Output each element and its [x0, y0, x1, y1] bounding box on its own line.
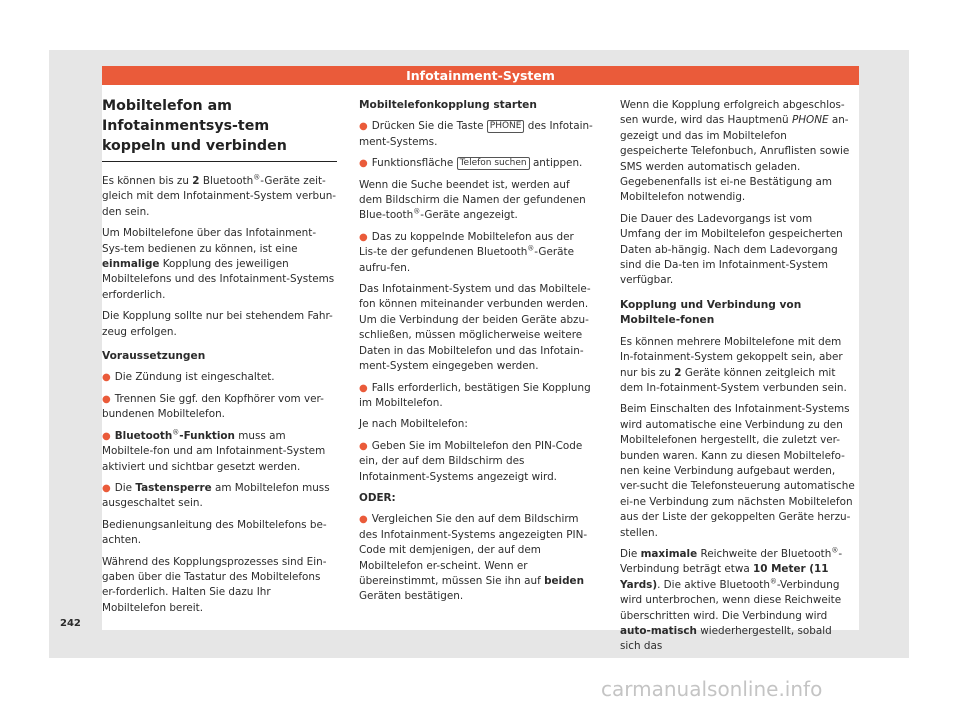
bullet-icon: ●	[359, 440, 368, 452]
list-item: ● Das zu koppelnde Mobiltelefon aus der Lis-te der gefundenen Bluetooth®-Geräte aufru-fen.	[359, 230, 574, 274]
list-item: ● Geben Sie im Mobiltelefon den PIN-Code ein, der auf dem Bildschirm des Infotainment-Systems angezeigt wird.	[359, 439, 583, 483]
list-item: ● Drücken Sie die Taste PHONE des Infotain-ment-Systems.	[359, 120, 593, 148]
bullet-icon: ●	[359, 158, 368, 170]
telefon-suchen-key-label: Telefon suchen	[457, 157, 530, 170]
paragraph: Wenn die Suche beendet ist, werden auf dem Bildschirm die Namen der gefundenen Blue-tooth®-Geräte angezeigt.	[359, 178, 586, 222]
bullet-icon: ●	[359, 121, 368, 133]
column-3	[620, 98, 855, 661]
column-2	[359, 98, 594, 611]
list-item: ● Bluetooth®-Funktion muss am Mobiltele-fon und am Infotainment-System aktiviert und sichtbar gesetzt werden.	[102, 428, 326, 473]
paragraph: Um Mobiltelefone über das Infotainment-Sys-tem bedienen zu können, ist eine einmalige Kopplung des jeweiligen Mobiltelefons und des Infotainment-Systems erforderlich.	[102, 227, 335, 301]
paragraph: Wenn die Kopplung erfolgreich abgeschlos-sen wurde, wird das Hauptmenü PHONE an-gezeigt und das im Mobiltelefon gespeicherte Telefonbuch, Anruflisten sowie SMS werden automatisch geladen. Gegebenenfalls ist ei-ne Bestätigung am Mobiltelefon notwendig.	[620, 99, 850, 204]
paragraph: Je nach Mobiltelefon:	[359, 418, 468, 431]
section-heading: Mobiltelefonkopplung starten	[359, 99, 537, 111]
list-item: ● Die Zündung ist eingeschaltet.	[102, 371, 275, 384]
paragraph: Es können bis zu 2 Bluetooth®-Geräte zeit-gleich mit dem Infotainment-System verbun-den sein.	[102, 173, 337, 218]
paragraph: Die Kopplung sollte nur bei stehendem Fahr-zeug erfolgen.	[102, 310, 333, 338]
bullet-icon: ●	[102, 372, 111, 384]
bullet-icon: ●	[359, 514, 368, 526]
paragraph: Die Dauer des Ladevorgangs ist vom Umfang der im Mobiltelefon gespeicherten Daten ab-hängig. Nach dem Ladevorgang sind die Da-ten im Infotainment-System verfügbar.	[620, 212, 843, 287]
bullet-icon: ●	[102, 393, 111, 405]
oder-label: ODER:	[359, 491, 396, 504]
column-1	[102, 96, 337, 622]
list-item: ● Die Tastensperre am Mobiltelefon muss ausgeschaltet sein.	[102, 481, 330, 510]
header-title: Infotainment-System	[102, 66, 859, 85]
section-title: Mobiltelefon am Infotainmentsys-tem koppeln und verbinden	[102, 96, 337, 162]
section-heading: Kopplung und Verbindung von Mobiltele-fonen	[620, 298, 802, 327]
paragraph: Die maximale Reichweite der Bluetooth®-Verbindung beträgt etwa 10 Meter (11 Yards). Die aktive Bluetooth®-Verbindung wird unterbrochen, wenn diese Reichweite überschritten wird. Die Verbindung wird auto-matisch wiederhergestellt, sobald sich das	[620, 546, 843, 653]
paragraph: Beim Einschalten des Infotainment-Systems wird automatische eine Verbindung zu den Mobiltelefonen hergestellt, die zuletzt ver-bunden waren. Kann zu diesen Mobiltelefo-nen keine Verbindung aufgebaut werden, ver-sucht die Telefonsteuerung automatische ei-ne Verbindung zum nächsten Mobiltelefon aus der Liste der gekoppelten Geräte herzu-stellen.	[620, 403, 855, 539]
list-item: ● Vergleichen Sie den auf dem Bildschirm des Infotainment-Systems angezeigten PIN-Code mit demjenigen, der auf dem Mobiltelefon er-scheint. Wenn er übereinstimmt, müssen Sie ihn auf beiden Geräten bestätigen.	[359, 513, 588, 603]
paragraph: Das Infotainment-System und das Mobiltele-fon können miteinander verbunden werden. Um die Verbindung der beiden Geräte abzu-schließen, müssen möglicherweise weitere Daten in das Mobiltelefon und das Infotain-ment-System eingegeben werden.	[359, 283, 591, 373]
paragraph: Während des Kopplungsprozesses sind Ein-gaben über die Tastatur des Mobiltelefons er-forderlich. Halten Sie dazu Ihr Mobiltelefon bereit.	[102, 555, 327, 614]
page-number: 242	[60, 618, 81, 629]
list-item: ● Falls erforderlich, bestätigen Sie Kopplung im Mobiltelefon.	[359, 381, 591, 409]
bullet-icon: ●	[102, 482, 111, 494]
paragraph: Bedienungsanleitung des Mobiltelefons be-achten.	[102, 518, 327, 547]
phone-key-label: PHONE	[487, 120, 525, 133]
prerequisites-heading: Voraussetzungen	[102, 350, 206, 363]
bullet-icon: ●	[359, 382, 368, 394]
paragraph: Es können mehrere Mobiltelefone mit dem In-fotainment-System gekoppelt sein, aber nur bis zu 2 Geräte können zeitgleich mit dem In-fotainment-System verbunden sein.	[620, 335, 847, 394]
bullet-icon: ●	[102, 430, 111, 442]
list-item: ● Funktionsfläche Telefon suchen antippen.	[359, 157, 583, 170]
bullet-icon: ●	[359, 231, 368, 243]
list-item: ● Trennen Sie ggf. den Kopfhörer vom ver-bundenen Mobiltelefon.	[102, 392, 324, 421]
watermark: carmanualsonline.info	[601, 677, 823, 701]
